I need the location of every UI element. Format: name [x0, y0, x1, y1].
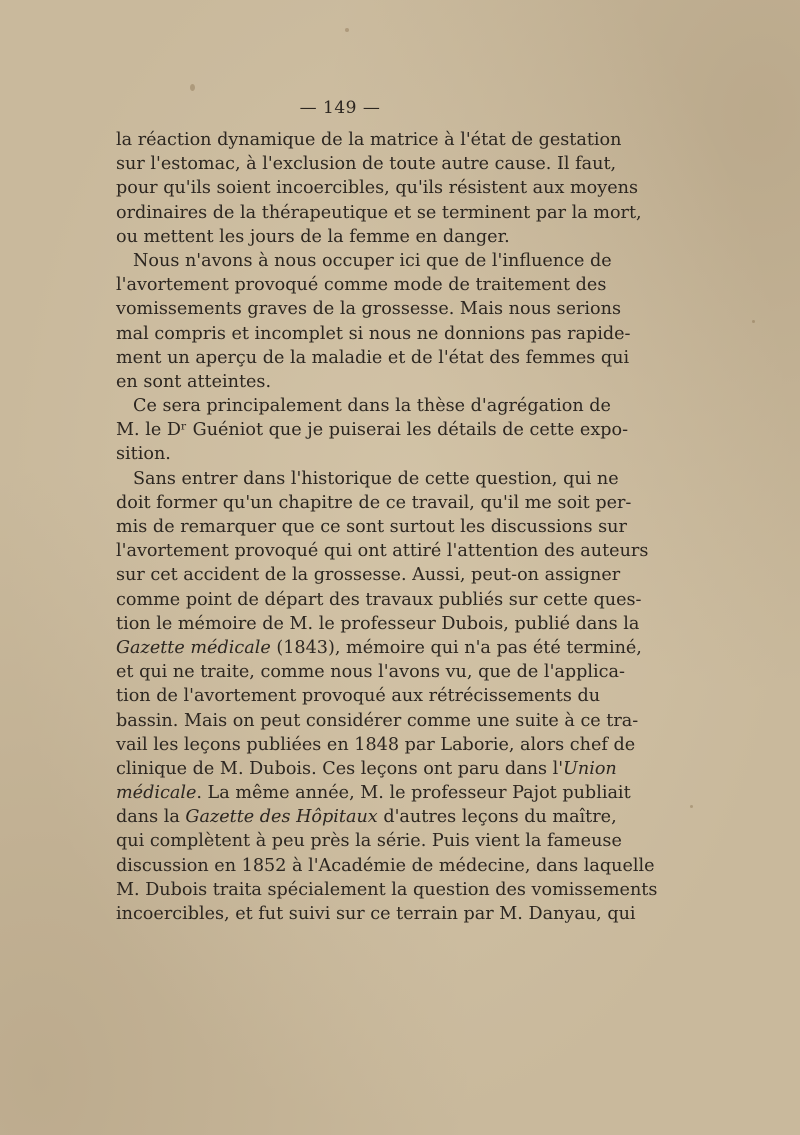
line-segment: (1843), mémoire qui n'a pas été terminé, — [270, 637, 642, 658]
line-text: tion le mémoire de M. le professeur Dubois, publié dans la — [116, 613, 640, 634]
text-line — [116, 757, 617, 781]
paper-stain — [752, 320, 755, 323]
line-text: tion de l'avortement provoqué aux rétrécissements du — [116, 686, 601, 707]
text-line — [116, 201, 642, 225]
text-line — [116, 684, 601, 708]
text-line — [116, 225, 571, 249]
text-line — [116, 176, 638, 200]
journal-title: Gazette des Hôpitaux — [185, 807, 378, 828]
line-text: ment un aperçu de la maladie et de l'état des femmes qui — [116, 347, 630, 368]
line-text: et qui ne traite, comme nous l'avons vu, que de l'applica- — [116, 662, 625, 683]
page-number: — 149 — — [299, 98, 381, 118]
paper-stain — [345, 28, 349, 32]
text-line — [116, 322, 631, 346]
line-segment: clinique de M. Dubois. Ces leçons ont paru dans l' — [116, 758, 564, 779]
text-line — [116, 539, 649, 563]
line-text: ordinaires de la thérapeutique et se terminent par la mort, — [116, 202, 642, 223]
line-text: qui complètent à peu près la série. Puis vient la fameuse — [116, 831, 622, 852]
text-line — [116, 612, 640, 636]
line-text: en sont atteintes. — [116, 371, 272, 392]
text-line — [116, 563, 621, 587]
text-line — [116, 370, 571, 394]
line-text: bassin. Mais on peut considérer comme une suite à ce tra- — [116, 710, 639, 731]
text-line — [116, 128, 622, 152]
line-text: incoercibles, et fut suivi sur ce terrain par M. Danyau, qui — [116, 904, 636, 924]
line-text: l'avortement provoqué comme mode de traitement des — [116, 275, 607, 296]
text-line — [116, 515, 627, 539]
line-text: M. Dubois traita spécialement la question des vomissements — [116, 879, 658, 900]
line-segment: dans la — [116, 807, 186, 828]
body-text — [116, 128, 658, 926]
line-text — [116, 636, 642, 660]
text-line — [116, 636, 642, 660]
text-line — [116, 418, 629, 442]
line-text — [116, 781, 631, 805]
text-line — [116, 588, 642, 612]
journal-title: médicale — [116, 783, 197, 804]
text-line — [116, 878, 658, 902]
line-text: Ce sera principalement dans la thèse d'agrégation de — [133, 396, 611, 417]
line-text: doit former qu'un chapitre de ce travail, qu'il me soit per- — [116, 492, 632, 513]
text-line — [116, 249, 612, 273]
text-line — [116, 394, 611, 418]
text-line — [116, 805, 617, 829]
line-text — [116, 757, 617, 781]
line-text: Nous n'avons à nous occuper ici que de l'influence de — [133, 250, 612, 271]
line-text: mal compris et incomplet si nous ne donnions pas rapide- — [116, 323, 631, 344]
text-line — [116, 273, 607, 297]
line-text: mis de remarquer que ce sont surtout les discussions sur — [116, 517, 627, 537]
text-line — [116, 829, 622, 853]
text-line — [116, 733, 636, 757]
journal-title: Union — [563, 758, 617, 779]
paper-stain — [690, 805, 693, 808]
line-segment: . La même année, M. le professeur Pajot publiait — [196, 783, 631, 804]
text-line — [116, 297, 621, 321]
line-text: la réaction dynamique de la matrice à l'état de gestation — [116, 130, 622, 150]
line-text: vomissements graves de la grossesse. Mais nous serions — [116, 299, 621, 320]
journal-title: Gazette médicale — [116, 637, 271, 658]
paper-stain — [190, 84, 195, 91]
line-text — [116, 805, 617, 829]
text-line — [116, 467, 619, 491]
line-text: vail les leçons publiées en 1848 par Laborie, alors chef de — [116, 734, 636, 755]
text-line — [116, 709, 639, 733]
text-line — [116, 152, 617, 176]
line-text: discussion en 1852 à l'Académie de médecine, dans laquelle — [116, 855, 655, 876]
text-line — [116, 491, 632, 515]
text-line — [116, 346, 630, 370]
line-text: comme point de départ des travaux publiés sur cette ques- — [116, 589, 642, 610]
line-text: Sans entrer dans l'historique de cette question, qui ne — [133, 468, 619, 489]
line-text: M. le Dʳ Guéniot que je puiserai les détails de cette expo- — [116, 420, 629, 441]
line-text: pour qu'ils soient incoercibles, qu'ils résistent aux moyens — [116, 178, 638, 199]
line-text: sur l'estomac, à l'exclusion de toute autre cause. Il faut, — [116, 154, 617, 175]
text-line — [116, 781, 631, 805]
line-text: sition. — [116, 444, 171, 465]
line-segment: d'autres leçons du maître, — [377, 807, 617, 828]
line-text: ou mettent les jours de la femme en danger. — [116, 226, 510, 247]
text-line — [116, 854, 655, 878]
text-line — [116, 660, 625, 684]
text-line — [116, 442, 571, 466]
line-text: l'avortement provoqué qui ont attiré l'attention des auteurs — [116, 541, 649, 562]
line-text: sur cet accident de la grossesse. Aussi, peut-on assigner — [116, 565, 621, 586]
text-line — [116, 902, 636, 926]
